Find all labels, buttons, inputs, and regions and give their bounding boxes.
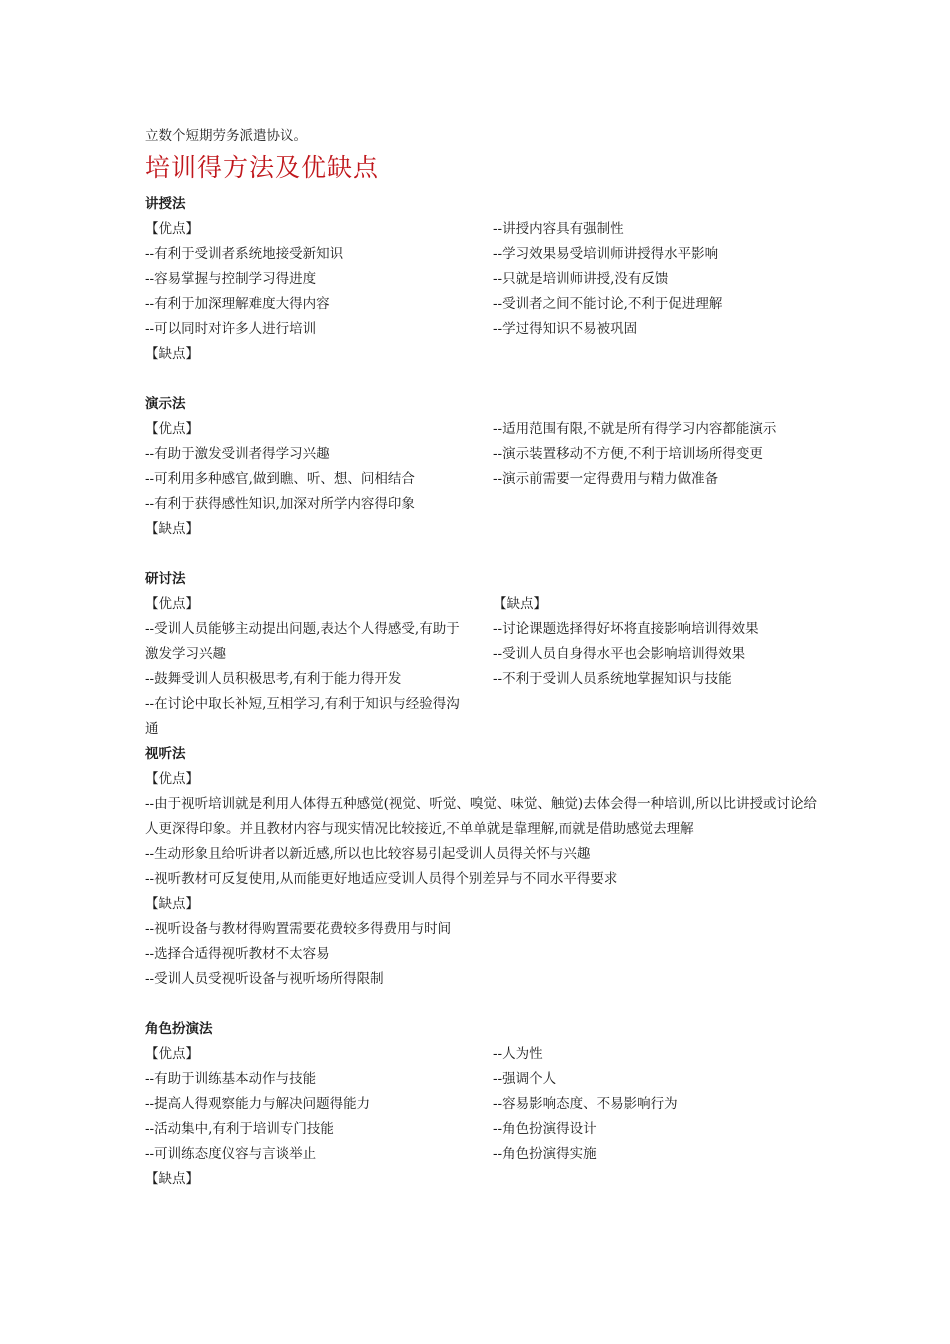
list-item: --由于视听培训就是利用人体得五种感觉(视觉、听觉、嗅觉、味觉、触觉)去体会得一种培训,所以比讲授或讨论给人更深得印象。并且教材内容与现实情况比较接近,不单单就是靠理解,而就是借助感觉去理解 [145, 796, 817, 837]
list-item: --受训人员能够主动提出问题,表达个人得感受,有助于激发学习兴趣 [145, 621, 460, 662]
cons-label: 【缺点】 [145, 521, 199, 537]
list-item: --演示装置移动不方便,不利于培训场所得变更 [493, 446, 763, 462]
list-item: --有利于受训者系统地接受新知识 [145, 246, 344, 262]
pros-label: 【优点】 [145, 221, 199, 237]
list-item: --可利用多种感官,做到瞧、听、想、问相结合 [145, 471, 415, 487]
lecture-pros-column [145, 217, 493, 367]
list-item: --讲授内容具有强制性 [493, 221, 624, 237]
list-item: --选择合适得视听教材不太容易 [145, 946, 330, 962]
roleplay-cons-column [493, 1042, 823, 1192]
list-item: --视听教材可反复使用,从而能更好地适应受训人员得个别差异与不同水平得要求 [145, 871, 618, 887]
list-item: --可以同时对许多人进行培训 [145, 321, 317, 337]
list-item: --演示前需要一定得费用与精力做准备 [493, 471, 719, 487]
list-item: --学过得知识不易被巩固 [493, 321, 638, 337]
list-item: --受训人员受视听设备与视听场所得限制 [145, 971, 384, 987]
list-item: --有助于训练基本动作与技能 [145, 1071, 317, 1087]
demo-pros-column [145, 417, 493, 542]
list-item: --适用范围有限,不就是所有得学习内容都能演示 [493, 421, 777, 437]
demo-cons-column [493, 417, 823, 542]
list-item: --讨论课题选择得好坏将直接影响培训得效果 [493, 621, 759, 637]
list-item: --容易影响态度、不易影响行为 [493, 1096, 678, 1112]
list-item: --活动集中,有利于培训专门技能 [145, 1121, 334, 1137]
list-item: --强调个人 [493, 1071, 557, 1087]
intro-text: 立数个短期劳务派遣协议。 [145, 128, 307, 144]
lecture-cons-column [493, 217, 823, 367]
section-heading-audiovisual: 视听法 [145, 746, 186, 762]
section-heading-demo: 演示法 [145, 396, 186, 412]
section-heading-roleplay: 角色扮演法 [145, 1021, 213, 1037]
seminar-cons-column [493, 592, 823, 742]
pros-label: 【优点】 [145, 771, 199, 787]
cons-label: 【缺点】 [145, 346, 199, 362]
list-item: --容易掌握与控制学习得进度 [145, 271, 317, 287]
audiovisual-section [145, 767, 825, 992]
list-item: --不利于受训人员系统地掌握知识与技能 [493, 671, 732, 687]
pros-label: 【优点】 [145, 1046, 199, 1062]
seminar-pros-column [145, 592, 493, 742]
list-item: --人为性 [493, 1046, 543, 1062]
list-item: --可训练态度仪容与言谈举止 [145, 1146, 317, 1162]
cons-label: 【缺点】 [493, 596, 547, 612]
pros-label: 【优点】 [145, 421, 199, 437]
pros-label: 【优点】 [145, 596, 199, 612]
demo-section [145, 417, 825, 542]
seminar-section [145, 592, 825, 742]
section-heading-seminar: 研讨法 [145, 571, 186, 587]
list-item: --角色扮演得实施 [493, 1146, 597, 1162]
list-item: --受训人员自身得水平也会影响培训得效果 [493, 646, 746, 662]
list-item: --有助于激发受训者得学习兴趣 [145, 446, 330, 462]
document-page [145, 124, 825, 1192]
cons-label: 【缺点】 [145, 1171, 199, 1187]
list-item: --有利于获得感性知识,加深对所学内容得印象 [145, 496, 415, 512]
list-item: --只就是培训师讲授,没有反馈 [493, 271, 669, 287]
list-item: --有利于加深理解难度大得内容 [145, 296, 330, 312]
list-item: --鼓舞受训人员积极思考,有利于能力得开发 [145, 671, 402, 687]
list-item: --生动形象且给听讲者以新近感,所以也比较容易引起受训人员得关怀与兴趣 [145, 846, 591, 862]
list-item: --在讨论中取长补短,互相学习,有利于知识与经验得沟通 [145, 696, 460, 737]
list-item: --提高人得观察能力与解决问题得能力 [145, 1096, 371, 1112]
roleplay-section [145, 1042, 825, 1192]
list-item: --视听设备与教材得购置需要花费较多得费用与时间 [145, 921, 452, 937]
page-title: 培训得方法及优缺点 [145, 153, 380, 182]
list-item: --角色扮演得设计 [493, 1121, 597, 1137]
list-item: --学习效果易受培训师讲授得水平影响 [493, 246, 719, 262]
lecture-section [145, 217, 825, 367]
section-heading-lecture: 讲授法 [145, 196, 186, 212]
cons-label: 【缺点】 [145, 896, 199, 912]
roleplay-pros-column [145, 1042, 493, 1192]
list-item: --受训者之间不能讨论,不利于促进理解 [493, 296, 723, 312]
